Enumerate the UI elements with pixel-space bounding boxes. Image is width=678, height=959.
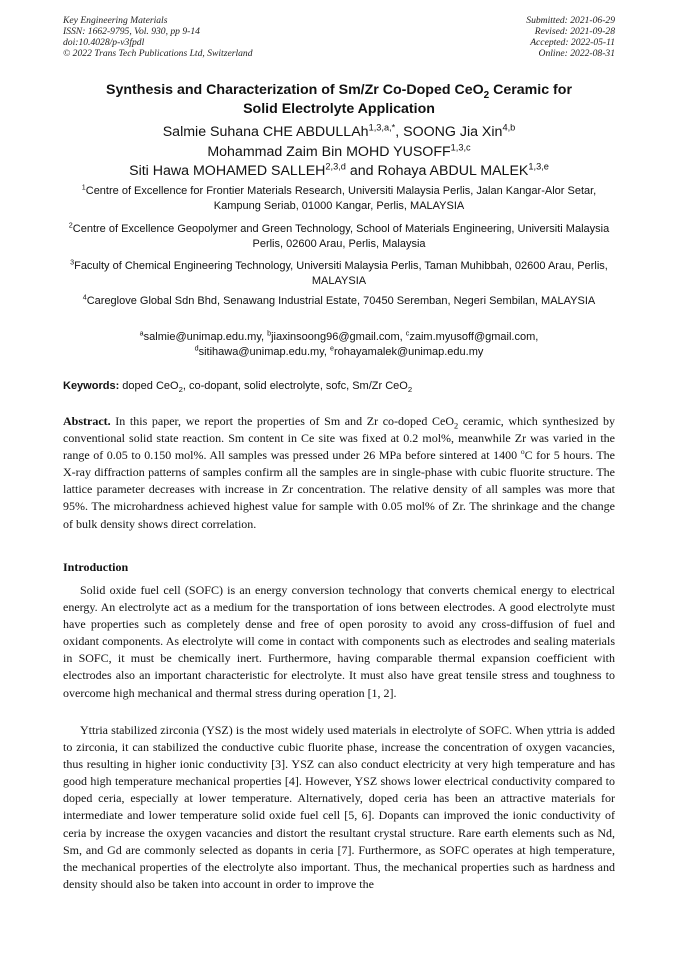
submission-dates (526, 15, 615, 59)
author-name: Siti Hawa MOHAMED SALLEH (129, 163, 326, 179)
journal-issn: ISSN: 1662-9795, Vol. 930, pp 9-14 (63, 26, 200, 37)
affiliation-3: $^3$Faculty of Chemical Engineering Technology, Universiti Malaysia Perlis, Taman Muhibbah, 02600 Arau, Perlis, MALAYSIA (70, 258, 608, 287)
email-link[interactable]: rohayamalek@unimap.edu.my (334, 346, 484, 358)
title-line-1: Synthesis and Characterization of Sm/Zr Co-Doped CeO$_2$ Ceramic for (106, 82, 572, 101)
abstract: Abstract. In this paper, we report the properties of Sm and Zr co-doped CeO$_2$ ceramic, which synthesized by conventional solid state reaction. Sm content in Ce site was fixed at 0.2 mol%, meanwhile Zr was varied in the range of 0.05 to 0.150 mol%. All samples was pressed under 26 MPa before sintered at 1400 $^o$C for 5 hours. The X-ray diffraction patterns of samples confirm all the samples are in single-phase with cubic fluorite structure. The lattice parameter decreases with increase in Zr concentration. The relative density of all samples was more that 95%. The microhardness achieved highest value for sample with 0.05 mol% of Zr. The shrinkage and the change of bulk density shows direct correlation. (63, 414, 616, 531)
journal-copyright: © 2022 Trans Tech Publications Ltd, Switzerland (63, 48, 253, 59)
author-name: Mohammad Zaim Bin MOHD YUSOFF (207, 143, 451, 160)
author-emails: $^a$salmie@unimap.edu.my, $^b$jiaxinsoong96@gmail.com, $^c$zaim.myusoff@gmail.com, $^d$sitihawa@unimap.edu.my, $^e$rohayamalek@unimap.edu.my (139, 329, 539, 358)
journal-name: Key Engineering Materials (63, 15, 168, 26)
body-paragraph: Solid oxide fuel cell (SOFC) is an energy conversion technology that converts chemical energy to electrical energy. An electrolyte act as a medium for the transportation of ions between electrodes. A good electrolyte must have properties such as completely dense and free of open porosity to avoid any cross-diffusion of fuel and oxidant components. As electrolyte will come in contact with components such as electrodes and sealing materials in SOFC, it must be chemically inert. Furthermore, having comparable thermal expansion coefficient with electrodes also an important characteristic for electrolyte. It must also have great tensile stress and toughness to overcome high mechanical and thermal stress during operation [1, 2]. (63, 583, 615, 700)
author-name: and Rohaya ABDUL MALEK (345, 163, 529, 179)
author-list: Salmie Suhana CHE ABDULLAh$^{1,3,a,*}$, SOONG Jia Xin$^{4,b}$ Mohammad Zaim Bin MOHD YUSOFF$^{1,3,c}$ Siti Hawa MOHAMED SALLEH$^{2,3,d}$ and Rohaya ABDUL MALEK$^{1,3,e}$ (129, 122, 549, 179)
body-paragraph: Yttria stabilized zirconia (YSZ) is the most widely used materials in electrolyte of SOFC. When yttria is added to zirconia, it can stabilized the conductive cubic fluorite phase, increase the concentration of oxygen vacancies, thus resulting in higher ionic conductivity [3]. YSZ can also conduct electricity at very high temperature and has good high temperature mechanical properties [4]. However, YSZ shows lower electrical conductivity compared to doped ceria, especially at lower temperature. Alternatively, doped ceria has been an attractive materials for intermediate and lower temperature solid oxide fuel cell [5, 6]. Dopants can improved the ionic conductivity of ceria by increase the oxygen vacancies and distort the resultant crystal structure. Rare earth elements such as Nd, Sm, and Gd are commonly selected as dopants in ceria [7]. Furthermore, as SOFC operates at high temperature, the mechanical properties of the electrolyte also important. Thus, the mechanical properties such as hardness and density should also be taken into account in order to improve the (63, 723, 615, 891)
paper-title (63, 81, 615, 118)
date-online: Online: 2022-08-31 (538, 48, 615, 59)
author-name: , SOONG Jia Xin (395, 124, 503, 140)
email-link[interactable]: sitihawa@unimap.edu.my, (198, 346, 331, 358)
affiliation-4: $^4$Careglove Global Sdn Bhd, Senawang Industrial Estate, 70450 Seremban, Negeri Sembilan, MALAYSIA (82, 293, 596, 307)
date-submitted: Submitted: 2021-06-29 (526, 15, 615, 26)
email-link[interactable]: jiaxinsoong96@gmail.com, (271, 331, 406, 343)
keywords: Keywords: doped CeO$_2$, co-dopant, solid electrolyte, sofc, Sm/Zr CeO$_2$ (63, 380, 413, 395)
email-link[interactable]: zaim.myusoff@gmail.com, (409, 331, 539, 343)
email-link[interactable]: salmie@unimap.edu.my, (143, 331, 268, 343)
title-line-2: Solid Electrolyte Application (243, 100, 435, 117)
abstract-label: Abstract. (63, 414, 111, 428)
author-name: Salmie Suhana CHE ABDULLAh (162, 124, 369, 140)
journal-info (63, 15, 253, 59)
affiliation-1: $^1$Centre of Excellence for Frontier Materials Research, Universiti Malaysia Perlis, Jalan Kangar-Alor Setar, Kampung Seriab, 01000 Kangar, Perlis, MALAYSIA (81, 183, 597, 212)
date-accepted: Accepted: 2022-05-11 (530, 37, 615, 48)
section-heading-introduction: Introduction (63, 560, 129, 574)
keywords-label: Keywords: (63, 380, 120, 392)
journal-doi[interactable]: doi:10.4028/p-v3fpdl (63, 37, 145, 48)
date-revised: Revised: 2021-09-28 (534, 26, 615, 37)
affiliation-2: $^2$Centre of Excellence Geopolymer and Green Technology, School of Materials Engineering, Universiti Malaysia Perlis, 02600 Arau, Perlis, Malaysia (68, 221, 610, 250)
